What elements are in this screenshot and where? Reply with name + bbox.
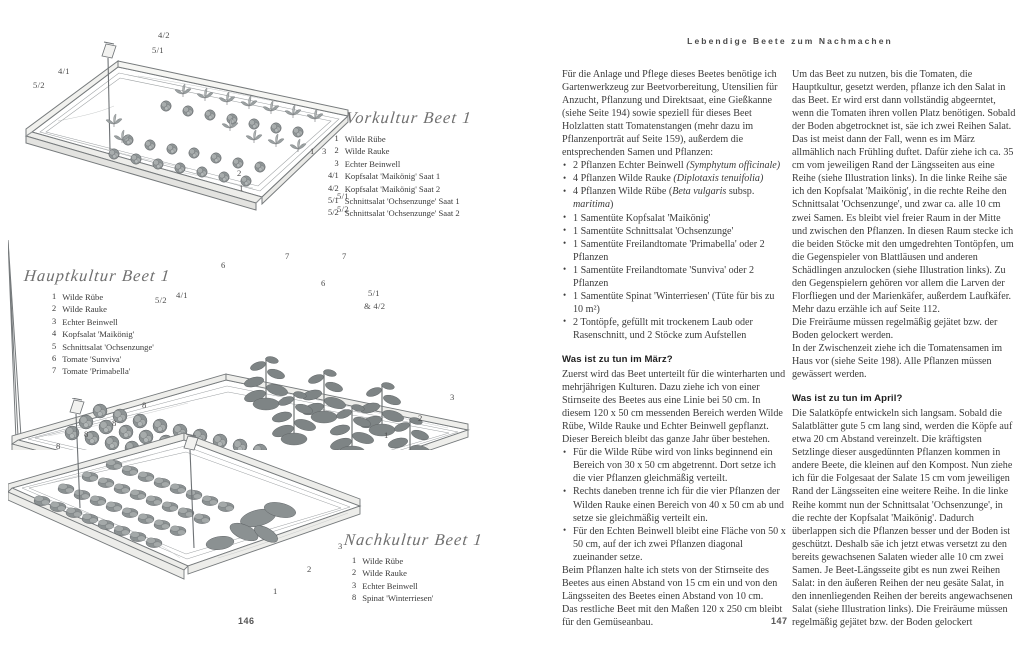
- legend-value: Echter Beinwell: [344, 158, 401, 169]
- legend-key: 3: [352, 580, 357, 590]
- callout-7b: 7: [342, 251, 347, 261]
- legend-key: 8: [352, 593, 357, 603]
- list-item: • 4 Pflanzen Wilde Rauke (Diplotaxis tenuifolia): [562, 172, 787, 185]
- callout-8c: 8: [84, 429, 89, 439]
- legend-vorkultur: [328, 108, 473, 220]
- latin-name: Beta vulgaris: [672, 186, 727, 198]
- legend-value: Kopfsalat 'Maikönig' Saat 2: [344, 183, 441, 194]
- legend-row: [328, 195, 460, 207]
- legend-value: Wilde Rübe: [62, 292, 104, 302]
- running-head: Lebendige Beete zum Nachmachen: [687, 36, 893, 46]
- legend-value: Schnittsalat 'Ochsenzunge' Saat 2: [344, 208, 460, 219]
- legend-key: 6: [52, 354, 57, 364]
- latin-name: (Symphytum officinale): [686, 160, 781, 172]
- list-item: • 1 Samentüte Freilandtomate 'Sunviva' oder 2 Pflanzen: [562, 264, 787, 290]
- list-item: • Rechts daneben trenne ich für die vier Pflanzen der Wilden Rauke einen Bereich von 40 x 50 cm ab und setze sie gleichmäßig verteilt ein.: [562, 485, 787, 524]
- legend-key: 1: [352, 556, 357, 565]
- list-item: • Für den Echten Beinwell bleibt eine Fläche von 50 x 50 cm, auf der ich zwei Pflanzen diagonal zueinander setze.: [562, 525, 787, 564]
- illustration-vorkultur-beet-1: [18, 20, 368, 220]
- list-item: • 1 Samentüte Freilandtomate 'Primabella' oder 2 Pflanzen: [562, 238, 787, 264]
- paragraph-tomato-presow: In der Zwischenzeit ziehe ich die Tomatensamen im Haus vor (siehe Seite 198). Alle Pflanzen müssen gewässert werden.: [792, 342, 1003, 381]
- callout-5-2: 5/2: [33, 80, 45, 90]
- callout-3: 3: [322, 146, 327, 156]
- legend-table-vorkultur: [328, 133, 460, 220]
- legend-value: Echter Beinwell: [62, 316, 118, 327]
- callout-1: 1: [239, 183, 244, 193]
- latin-name: (Diplotaxis tenuifolia): [673, 173, 764, 185]
- page-number-right: 147: [771, 616, 788, 626]
- legend-row: [352, 555, 433, 567]
- illustration-nachkultur-beet-1: [8, 398, 368, 628]
- callout-5-1: 5/1: [152, 45, 164, 55]
- paragraph-spacing: Beim Pflanzen halte ich stets von der Stirnseite des Beetes aus einen Abstand von 15 cm ein und von den Längsseiten des Beetes einen Abstand von 10 cm.: [562, 564, 778, 602]
- legend-value: Wilde Rauke: [344, 146, 390, 157]
- legend-title-nachkultur: Nachkultur Beet 1: [343, 530, 484, 549]
- callout-8b: 8: [112, 418, 117, 428]
- paragraph-remaining-bed: Das restliche Beet mit den Maßen 120 x 250 cm bleibt für den Gemüseanbau.: [562, 603, 783, 628]
- legend-key: 1: [334, 134, 339, 143]
- callout-6: 6: [221, 260, 226, 270]
- legend-row: [328, 170, 460, 182]
- legend-value: Wilde Rauke: [362, 568, 407, 579]
- legend-title-vorkultur: Vorkultur Beet 1: [345, 108, 473, 127]
- callout-3c: 3: [338, 541, 343, 551]
- legend-key: 4: [52, 329, 57, 339]
- list-item: • 1 Samentüte Kopfsalat 'Maikönig': [562, 212, 787, 225]
- callout-5-2b: 5/2: [337, 204, 349, 214]
- text-column-left: [562, 68, 787, 629]
- legend-key: 5/1: [328, 196, 339, 206]
- legend-row: [52, 291, 154, 303]
- callout-1b: 1: [310, 146, 315, 156]
- legend-row: [352, 580, 433, 592]
- legend-key: 5: [52, 341, 57, 351]
- legend-row: [52, 316, 154, 328]
- legend-row: [52, 353, 154, 365]
- callout-4-1c: 4/1: [176, 290, 188, 300]
- legend-row: [52, 328, 154, 340]
- heading-march: Was ist zu tun im März?: [562, 353, 673, 365]
- paragraph-april: Die Salatköpfe entwickeln sich langsam. Sobald die Salatblätter gute 5 cm lang sind, werden die Köpfe auf etwa 20 cm Abstand vereinzelt. Die kräftigsten Setzlinge dieser ausgedünnten Pflanzen kommen in andere Beete, die kleinen auf den Kompost. Nun ziehe ich für die Folgesaat der Salate 15 cm vom jeweiligen Rand der Längsseiten eine weitere Reihe. In die linke Reihe kommt nun der Schnittsalat 'Ochsenzunge', in die rechte der Kopfsalat 'Maikönig'. Dadurch überlappen sich die Pflanzen besser und der Boden ist geschützt. Deshalb säe ich jetzt etwas versetzt zu den bereits gewachsenen Salaten wieder alle 10 cm zwei Samen. Je Beet-Längsseite gibt es nun zwei Reihen Salat: in den äußeren Reihen der neu gesäte Salat, in den innenliegenden Reihen der bereits angewachsenen Salat (siehe Illustration links). Die Freiräume müssen regelmäßig gejätet bzw. der Boden gelockert: [792, 408, 1013, 628]
- callout-5-1c: 5/1: [368, 288, 380, 298]
- callout-4-2: 4/2: [158, 30, 170, 40]
- legend-row: [328, 207, 460, 219]
- legend-value: Wilde Rübe: [362, 556, 404, 566]
- list-item: • 1 Samentüte Schnittsalat 'Ochsenzunge': [562, 225, 787, 238]
- callout-and-4-2: & 4/2: [364, 301, 386, 311]
- legend-key: 5/2: [328, 208, 339, 218]
- legend-value: Tomate 'Primabella': [62, 366, 131, 377]
- legend-key: 4/2: [328, 183, 339, 193]
- paragraph-march: Zuerst wird das Beet unterteilt für die winterharten und mehrjährigen Kulturen. Dazu ziehe ich von einer Stirnseite des Beetes aus eine Linie bei 50 cm. In diesem 120 x 50 cm messenden Bereich werden Wilde Rübe, Wilde Rauke und Echter Beinwell gepflanzt. Dieser Bereich bleibt das ganze Jahr über bestehen.: [562, 369, 786, 446]
- legend-title-hauptkultur: Hauptkultur Beet 1: [23, 266, 172, 285]
- legend-value: Schnittsalat 'Ochsenzunge' Saat 1: [344, 196, 460, 207]
- list-item: • Für die Wilde Rübe wird von links beginnend ein Bereich von 30 x 50 cm abgetrennt. Dort setze ich die vier Pflanzen gleichmäßig verteilt.: [562, 446, 787, 485]
- legend-key: 2: [52, 304, 57, 314]
- legend-key: 3: [334, 158, 339, 168]
- legend-value: Spinat 'Winterriesen': [362, 593, 434, 604]
- legend-row: [52, 365, 154, 377]
- legend-value: Kopfsalat 'Maikönig': [62, 329, 135, 340]
- callout-8d: 8: [56, 441, 61, 451]
- callout-1d: 1: [273, 586, 278, 596]
- callout-8: 8: [142, 400, 147, 410]
- legend-row: [328, 183, 460, 195]
- text-column-right: [792, 68, 1017, 629]
- nachkultur-bed-drawing: [8, 398, 368, 628]
- callout-3b: 3: [450, 392, 455, 402]
- legend-value: Tomate 'Sunviva': [62, 354, 122, 365]
- legend-row: [352, 592, 433, 604]
- legend-key: 2: [352, 568, 357, 578]
- heading-april: Was ist zu tun im April?: [792, 393, 903, 405]
- legend-row: [52, 341, 154, 353]
- legend-row: [328, 145, 460, 157]
- paragraph-salad-use: Um das Beet zu nutzen, bis die Tomaten, die Hauptkultur, gesetzt werden, pflanze ich den Salat in das Beet. Er wird erst dann vollständig abgeerntet, wenn die Tomaten ihren vollen Platz benötigen. Sobald der Boden abgetrocknet ist, säe ich zwei Reihen Salat. Das ist meist dann der Fall, wenn es im März allmählich nach Frühling duftet. Dafür ziehe ich ca. 35 cm vom jeweiligen Rand der Längsseiten aus eine Reihe (siehe Illustration links). In die linke Reihe säe ich den Kopfsalat 'Maikönig', in die rechte Reihe den Schnittsalat 'Ochsenzunge', und zwar ca. alle 10 cm zwei Samen. Es bleibt viel freier Raum in der Mitte und zwischen den Pflanzen. In diesen Raum stecke ich die beiden Stöcke mit den umgedrehten Tontöpfen, um die Gegenspieler von Blattläusen und anderen Schädlingen anzulocken (siehe Illustration links). Zu den Gegenspielern gehören vor allem die Larven der Florfliegen und der Marienkäfer, außerdem Laufkäfer. Mehr dazu erzähle ich auf Seite 112.: [792, 69, 1016, 315]
- callout-7: 7: [285, 251, 290, 261]
- callout-1c: 1: [384, 430, 389, 440]
- callout-2: 2: [237, 168, 242, 178]
- materials-list: [562, 159, 787, 342]
- legend-value: Kopfsalat 'Maikönig' Saat 1: [344, 171, 441, 182]
- legend-hauptkultur: [24, 266, 170, 378]
- legend-row: [328, 133, 460, 145]
- march-steps-list: [562, 446, 787, 563]
- callout-5-2c: 5/2: [155, 295, 167, 305]
- legend-table-hauptkultur: [52, 291, 154, 378]
- legend-nachkultur: [334, 530, 483, 605]
- vorkultur-bed-drawing: [18, 20, 368, 220]
- list-item: • 1 Samentüte Spinat 'Winterriesen' (Tüte für bis zu 10 m²): [562, 290, 787, 316]
- legend-key: 7: [52, 366, 57, 376]
- list-item: • 2 Tontöpfe, gefüllt mit trockenem Laub oder Rasenschnitt, und 2 Stöcke zum Aufstellen: [562, 316, 787, 342]
- legend-value: Echter Beinwell: [362, 580, 418, 591]
- legend-row: [352, 567, 433, 579]
- legend-key: 4/1: [328, 171, 339, 181]
- callout-2b: 2: [418, 413, 423, 423]
- paragraph-weeding: Die Freiräume müssen regelmäßig gejätet bzw. der Boden gelockert werden.: [792, 316, 998, 341]
- legend-key: 2: [334, 146, 339, 156]
- legend-value: Schnittsalat 'Ochsenzunge': [62, 341, 154, 352]
- callout-5-1b: 5/1: [337, 191, 349, 201]
- list-item: • 4 Pflanzen Wilde Rübe (Beta vulgaris subsp. maritima): [562, 185, 787, 211]
- legend-row: [328, 158, 460, 170]
- legend-row: [52, 303, 154, 315]
- paragraph-intro: Für die Anlage und Pflege dieses Beetes benötige ich Gartenwerkzeug zur Beetvorbereitung, Utensilien für Anzucht, Pflanzung und Direktsaat, eine Gießkanne (siehe Seite 194) sowie speziell für dieses Beet Holzlatten statt Tomatenstangen (mehr dazu im Pflanzenporträt auf Seite 159), außerdem die entsprechenden Samen und Pflanzen:: [562, 69, 778, 159]
- callout-2c: 2: [307, 564, 312, 574]
- legend-key: 1: [52, 292, 57, 301]
- legend-table-nachkultur: [352, 555, 433, 605]
- callout-4-1: 4/1: [58, 66, 70, 76]
- list-item: • 2 Pflanzen Echter Beinwell (Symphytum officinale): [562, 159, 787, 172]
- latin-name: maritima: [573, 199, 611, 211]
- callout-6b: 6: [321, 278, 326, 288]
- legend-value: Wilde Rübe: [344, 134, 386, 144]
- page-number-left: 146: [238, 616, 255, 626]
- legend-key: 3: [52, 316, 57, 326]
- legend-value: Wilde Rauke: [62, 304, 107, 315]
